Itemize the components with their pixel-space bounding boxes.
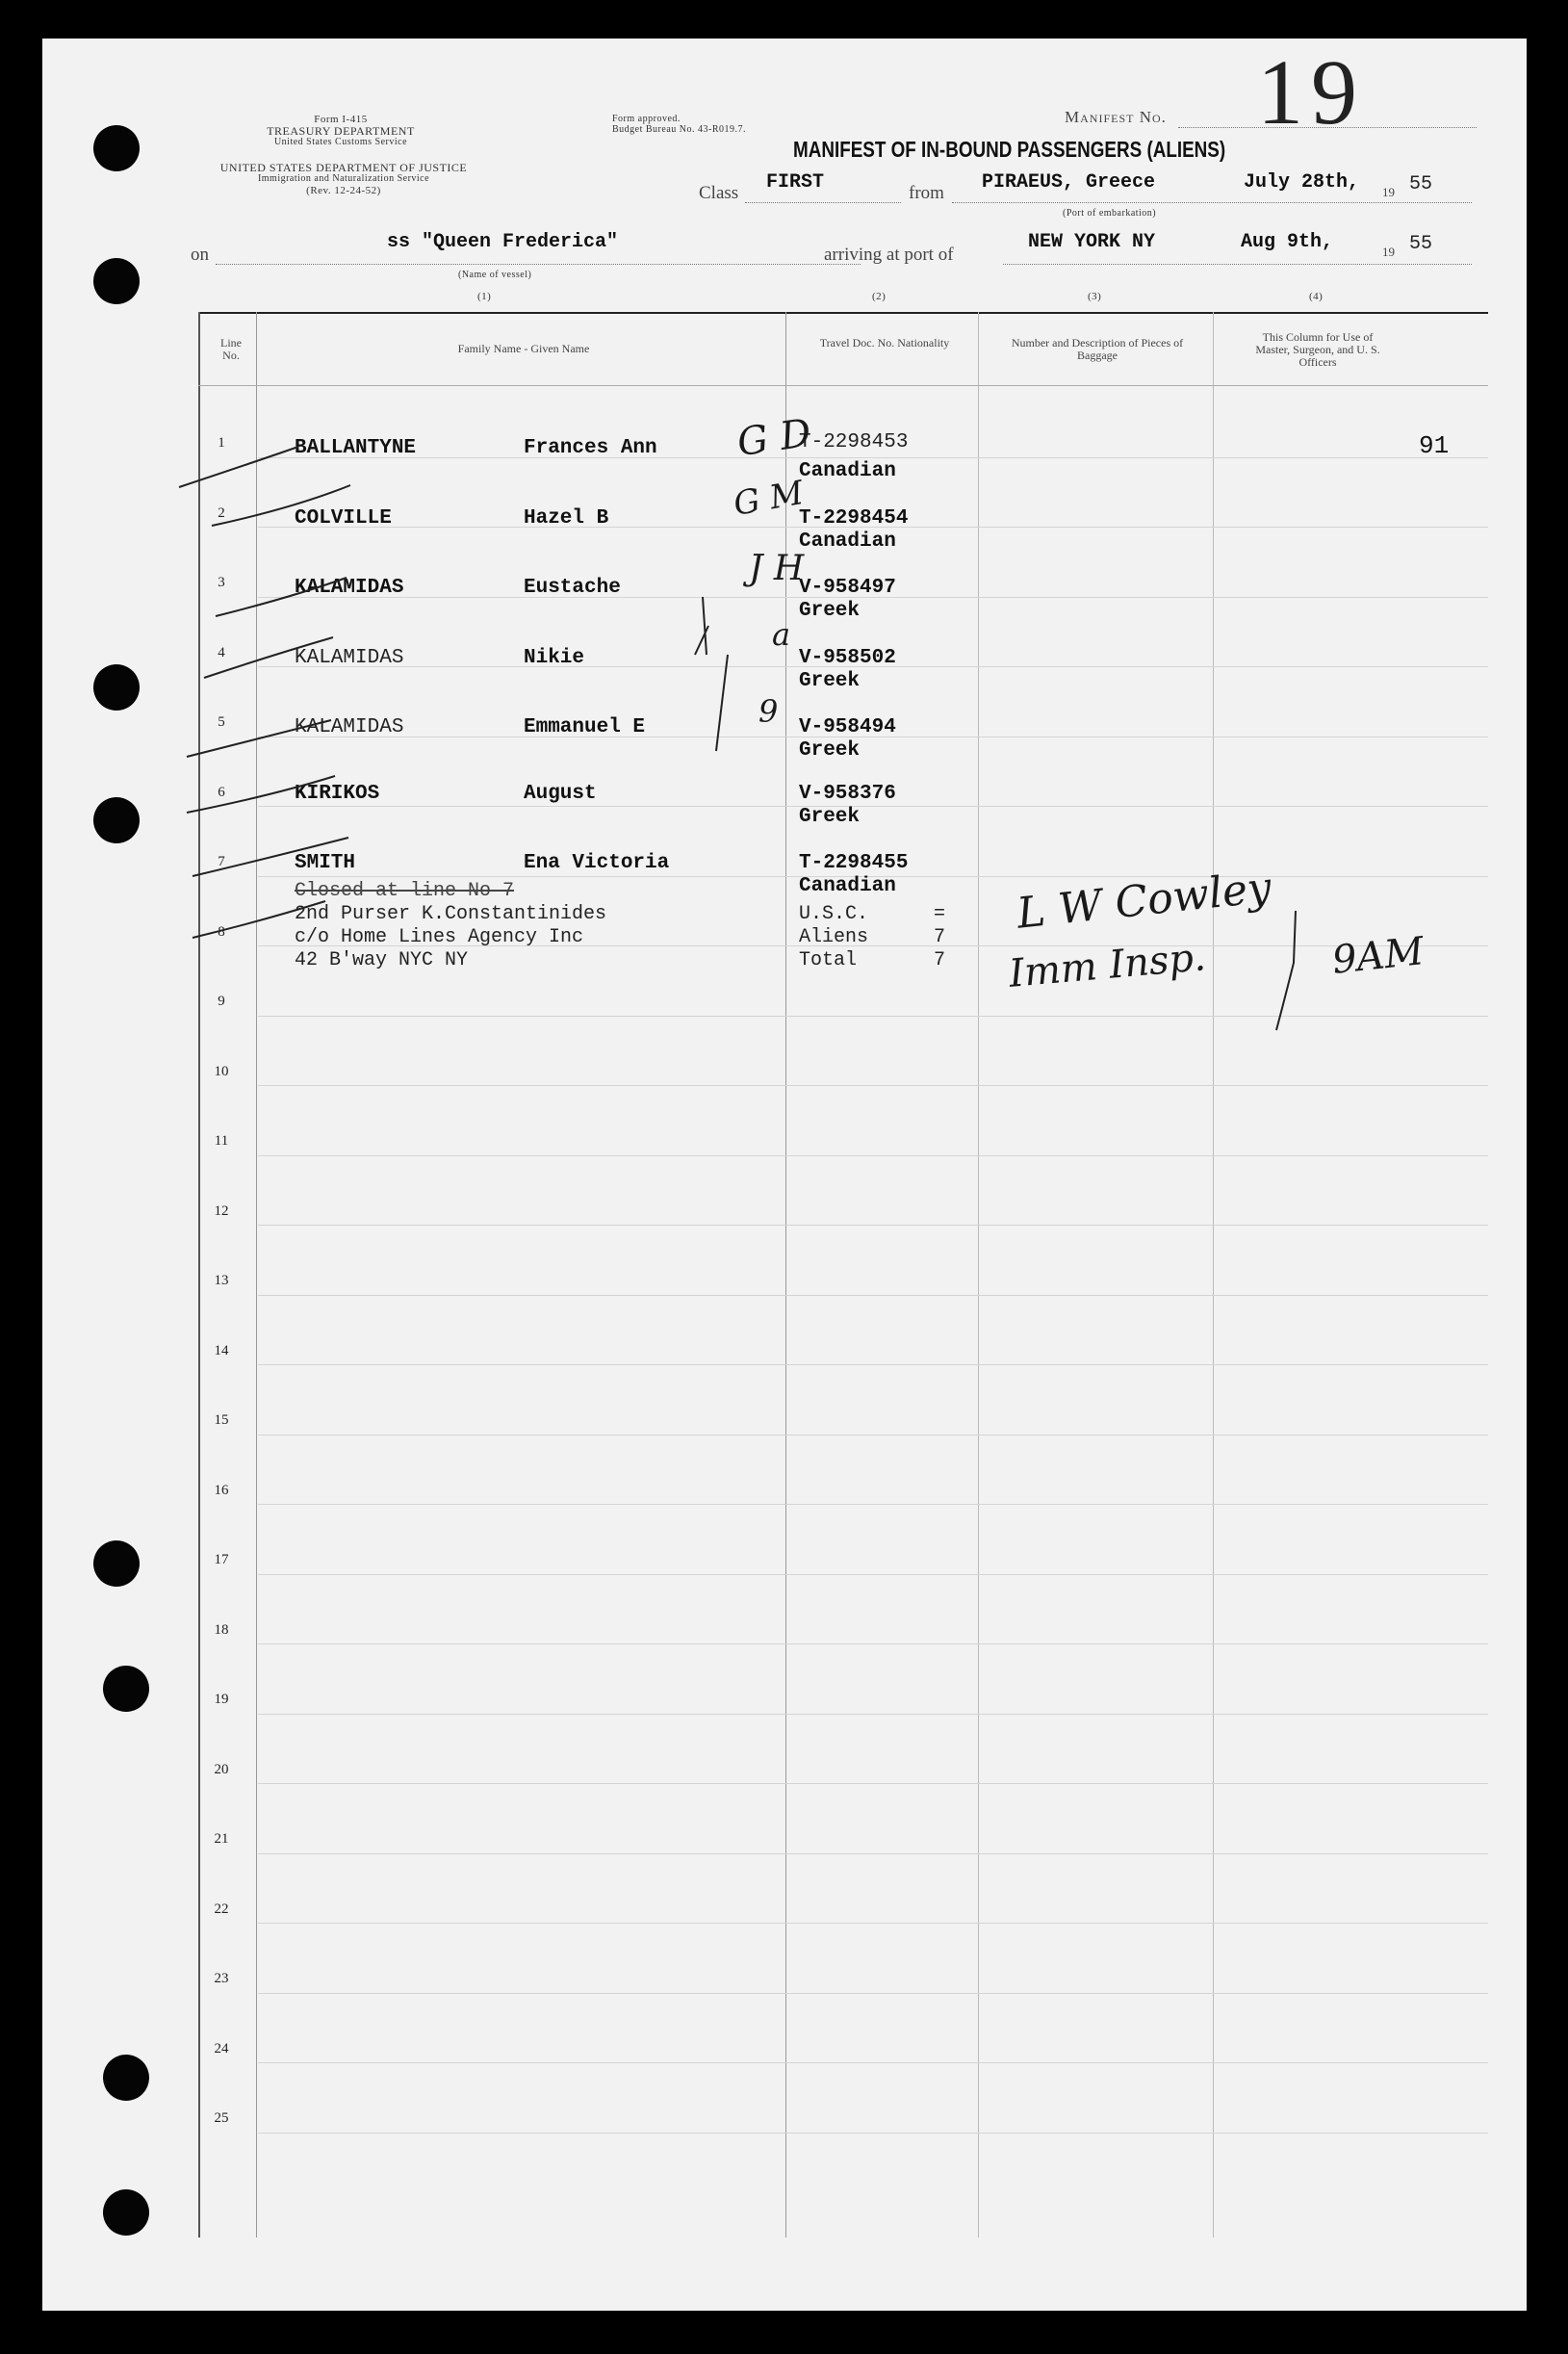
manifest-number: 19	[1257, 40, 1365, 143]
col-num-3: (3)	[1088, 291, 1102, 302]
family-name: KALAMIDAS	[295, 646, 404, 669]
arrival-date: Aug 9th,	[1241, 231, 1334, 253]
line-number: 18	[214, 1621, 229, 1638]
travel-doc-header: Travel Doc. No. Nationality	[819, 336, 950, 349]
line-number: 9	[218, 994, 225, 1009]
nationality: Canadian	[799, 875, 896, 897]
line-number: 15	[214, 1412, 229, 1428]
col-num-1: (1)	[477, 291, 492, 302]
line-number: 17	[214, 1552, 229, 1567]
line-number: 8	[218, 923, 225, 940]
initials-jh: J H	[749, 549, 805, 588]
col-num-2: (2)	[872, 291, 887, 302]
vessel-caption: (Name of vessel)	[458, 270, 532, 280]
closed-at-line-struck: Closed at line No 7	[295, 880, 515, 902]
pen-marks	[42, 39, 1527, 2311]
line-number: 3	[218, 575, 225, 590]
family-name: KALAMIDAS	[295, 577, 404, 599]
given-name: Frances Ann	[524, 437, 657, 459]
line-number: 20	[214, 1761, 229, 1777]
nationality: Greek	[799, 600, 861, 622]
family-name: BALLANTYNE	[295, 437, 417, 459]
class-value: FIRST	[766, 171, 825, 194]
port-caption: (Port of embarkation)	[1063, 208, 1157, 219]
embarkation-date: July 28th,	[1244, 171, 1360, 194]
punch-hole	[93, 797, 140, 843]
embark-year-prefix: 19	[1382, 185, 1395, 199]
initials-a: a	[772, 616, 791, 653]
travel-doc-number: T-2298453	[799, 431, 909, 453]
line-number: 22	[214, 1901, 229, 1917]
line-number: 25	[214, 2110, 229, 2126]
col-num-4: (4)	[1309, 291, 1324, 302]
line-number: 1	[218, 435, 225, 451]
immigration-service: Immigration and Naturalization Service	[257, 173, 430, 184]
line-number: 7	[218, 854, 225, 869]
family-name: KIRIKOS	[295, 782, 380, 805]
arrival-year: 55	[1409, 233, 1433, 255]
officers-header: This Column for Use of Master, Surgeon, and U. S. Officers	[1255, 330, 1380, 369]
given-name: Ena Victoria	[524, 852, 670, 874]
aliens-label: Aliens	[799, 926, 869, 948]
travel-doc-number: V-958494	[799, 716, 896, 738]
arriving-label: arriving at port of	[824, 245, 954, 265]
line-number: 16	[214, 1482, 229, 1498]
usc-label: U.S.C.	[799, 903, 869, 925]
travel-doc-number: V-958502	[799, 646, 896, 669]
arrival-year-prefix: 19	[1382, 245, 1395, 259]
manifest-no-label: Manifest No.	[1065, 108, 1167, 126]
line-number: 19	[214, 1692, 229, 1707]
punch-hole	[103, 2189, 149, 2236]
given-name: Hazel B	[524, 506, 609, 530]
family-name: COLVILLE	[295, 506, 392, 530]
line-number: 4	[218, 644, 225, 660]
initials-gd: G D	[734, 410, 814, 466]
travel-doc-number: V-958376	[799, 782, 896, 805]
arrival-port: NEW YORK NY	[1028, 231, 1156, 253]
travel-doc-number: V-958497	[799, 577, 896, 599]
revision-date: (Rev. 12-24-52)	[306, 185, 381, 196]
manifest-title: MANIFEST OF IN-BOUND PASSENGERS (ALIENS)	[793, 137, 1226, 162]
line-number: 14	[214, 1342, 229, 1358]
department-of-justice: UNITED STATES DEPARTMENT OF JUSTICE	[219, 161, 468, 174]
punch-hole	[103, 1666, 149, 1712]
side-number: 91	[1419, 431, 1450, 460]
inspector-title: Imm Insp.	[1007, 935, 1208, 996]
family-name: SMITH	[295, 852, 356, 874]
given-name: Nikie	[524, 646, 585, 669]
customs-service: United States Customs Service	[273, 137, 408, 147]
travel-doc-number: T-2298455	[799, 852, 909, 874]
class-label: Class	[699, 183, 739, 203]
line-number: 11	[214, 1133, 229, 1149]
inspector-signature: L W Cowley	[1015, 863, 1274, 939]
punch-hole	[93, 1540, 140, 1587]
line-number: 6	[218, 784, 225, 800]
baggage-header: Number and Description of Pieces of Baggage	[1011, 336, 1184, 362]
line-number: 24	[214, 2040, 229, 2057]
nationality: Greek	[799, 739, 861, 762]
given-name: Eustache	[524, 577, 621, 599]
line-number: 10	[214, 1063, 229, 1079]
line-number: 13	[214, 1273, 229, 1288]
line-no-header: Line No.	[220, 336, 242, 362]
aliens-count: 7	[934, 926, 946, 948]
punch-hole	[103, 2055, 149, 2101]
nationality: Greek	[799, 669, 861, 692]
agency-name: c/o Home Lines Agency Inc	[295, 926, 584, 948]
nationality: Greek	[799, 805, 861, 828]
from-label: from	[909, 183, 944, 203]
treasury-department: TREASURY DEPARTMENT	[267, 124, 415, 138]
port-of-embarkation: PIRAEUS, Greece	[982, 171, 1156, 194]
form-approved: Form approved. Budget Bureau No. 43-R019.7.	[612, 114, 746, 135]
form-number: Form I-415	[314, 114, 368, 125]
given-name: Emmanuel E	[524, 716, 646, 738]
embark-year: 55	[1409, 173, 1433, 195]
nationality: Canadian	[799, 460, 896, 482]
usc-count: =	[934, 903, 946, 925]
punch-hole	[93, 664, 140, 711]
nationality: Canadian	[799, 530, 896, 553]
family-name-header: Family Name - Given Name	[457, 342, 590, 355]
line-number: 5	[218, 714, 225, 730]
vessel-name: ss "Queen Frederica"	[387, 231, 619, 253]
line-number: 23	[214, 1971, 229, 1986]
initials-gm: G M	[731, 473, 807, 525]
line-number: 12	[214, 1203, 229, 1219]
given-name: August	[524, 782, 597, 805]
initials-9: 9	[758, 693, 779, 730]
agency-address: 42 B'way NYC NY	[295, 949, 469, 971]
family-name: KALAMIDAS	[295, 716, 404, 738]
manifest-sheet	[42, 39, 1527, 2311]
total-count: 7	[934, 949, 946, 971]
on-label: on	[191, 245, 209, 265]
punch-hole	[93, 125, 140, 171]
total-label: Total	[799, 949, 858, 971]
signature-time: 9AM	[1329, 929, 1427, 983]
purser-name: 2nd Purser K.Constantinides	[295, 903, 607, 925]
punch-hole	[93, 258, 140, 304]
travel-doc-number: T-2298454	[799, 506, 909, 530]
line-number: 2	[218, 504, 225, 521]
line-number: 21	[214, 1831, 229, 1847]
